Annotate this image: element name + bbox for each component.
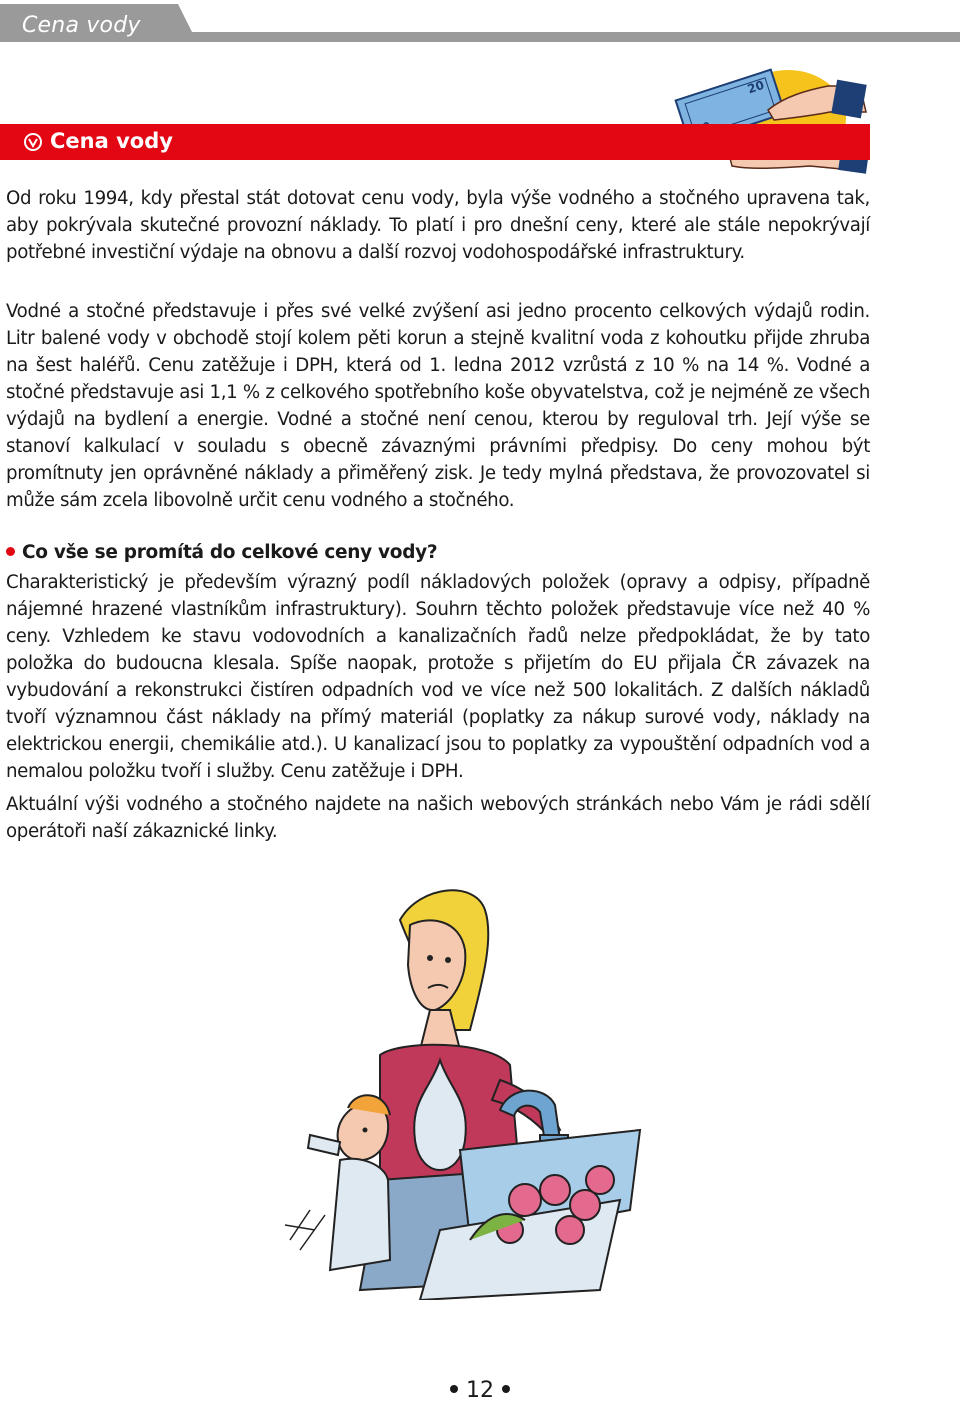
section-title-bar [0, 124, 870, 160]
question-heading [6, 542, 437, 563]
paragraph-costs [6, 298, 870, 514]
page-number-text: 12 [466, 1378, 494, 1403]
section-title: Cena vody [50, 129, 173, 153]
money-exchange-illustration [660, 66, 870, 178]
running-header [0, 4, 960, 42]
bullet-right-icon [502, 1385, 510, 1393]
paragraph-text: Vodné a stočné představuje i přes své velké zvýšení asi jedno procento celkových výdajů rodin. Litr balené vody v obchodě stojí kolem pěti korun a stejně kvalitní voda z kohoutku přijde zhruba na šest haléřů. Cenu zatěžuje i DPH, která od 1. ledna 2012 vzrůstá z 10 % na 14 %. Vodné a stočné představuje asi 1,1 % z celkového spotřebního koše obyvatelstva, což je nejméně ze všech výdajů na bydlení a energie. Vodné a stočné není cenou, kterou by reguloval trh. Její výše se stanoví kalkulací v souladu s obecně závaznými právními předpisy. Do ceny mohou být promítnuty jen oprávněné náklady a přiměřený zisk. Je tedy mylná představa, že provozovatel si může sám zcela libovolně určit cenu vodného a stočného. [6, 301, 870, 511]
paragraph-text: Aktuální výši vodného a stočného najdete na našich webových stránkách nebo Vám je rádi sdělí operátoři naší zákaznické linky. [6, 794, 870, 842]
paragraph-text: Charakteristický je především výrazný podíl nákladových položek (opravy a odpisy, případně nájemné hrazené vlastníkům infrastruktury). Souhrn těchto položek představuje více než 40 % ceny. Vzhledem ke stavu vodovodních a kanalizačních řadů nelze předpokládat, že by tato položka do budoucna klesala. Spíše naopak, protože s přijetím do EU přijala ČR závazek na vybudování a rekonstrukci čistíren odpadních vod ve více než 500 lokalitách. Z dalších nákladů tvoří významnou část náklady na přímý materiál (poplatky za nákup surové vody, náklady na elektrickou energii, chemikálie atd.). U kanalizací jsou to poplatky za vypouštění odpadních vod a nemalou položku tvoří i služby. Cenu zatěžuje i DPH. [6, 572, 870, 782]
banknote-value-b: 20 [745, 77, 766, 97]
page-number [0, 1378, 960, 1403]
bullet-icon [6, 547, 15, 556]
running-header-title: Cena vody [22, 13, 141, 38]
header-tab-shape [0, 4, 960, 42]
paragraph-contact [6, 791, 870, 845]
question-heading-text: Co vše se promítá do celkové ceny vody? [22, 542, 438, 563]
paragraph-intro [6, 185, 870, 266]
bullet-left-icon [450, 1385, 458, 1393]
paragraph-text: Od roku 1994, kdy přestal stát dotovat cenu vody, byla výše vodného a stočného upravena tak, aby pokrývala skutečné provozní náklady. To platí i pro dnešní ceny, které ale stále nepokrývají potřebné investiční výdaje na obnovu a další rozvoj vodohospodářské infrastruktury. [6, 188, 870, 263]
paragraph-price-components [6, 569, 870, 785]
woman-child-sink-illustration [270, 880, 650, 1300]
water-drop-icon [24, 133, 42, 151]
